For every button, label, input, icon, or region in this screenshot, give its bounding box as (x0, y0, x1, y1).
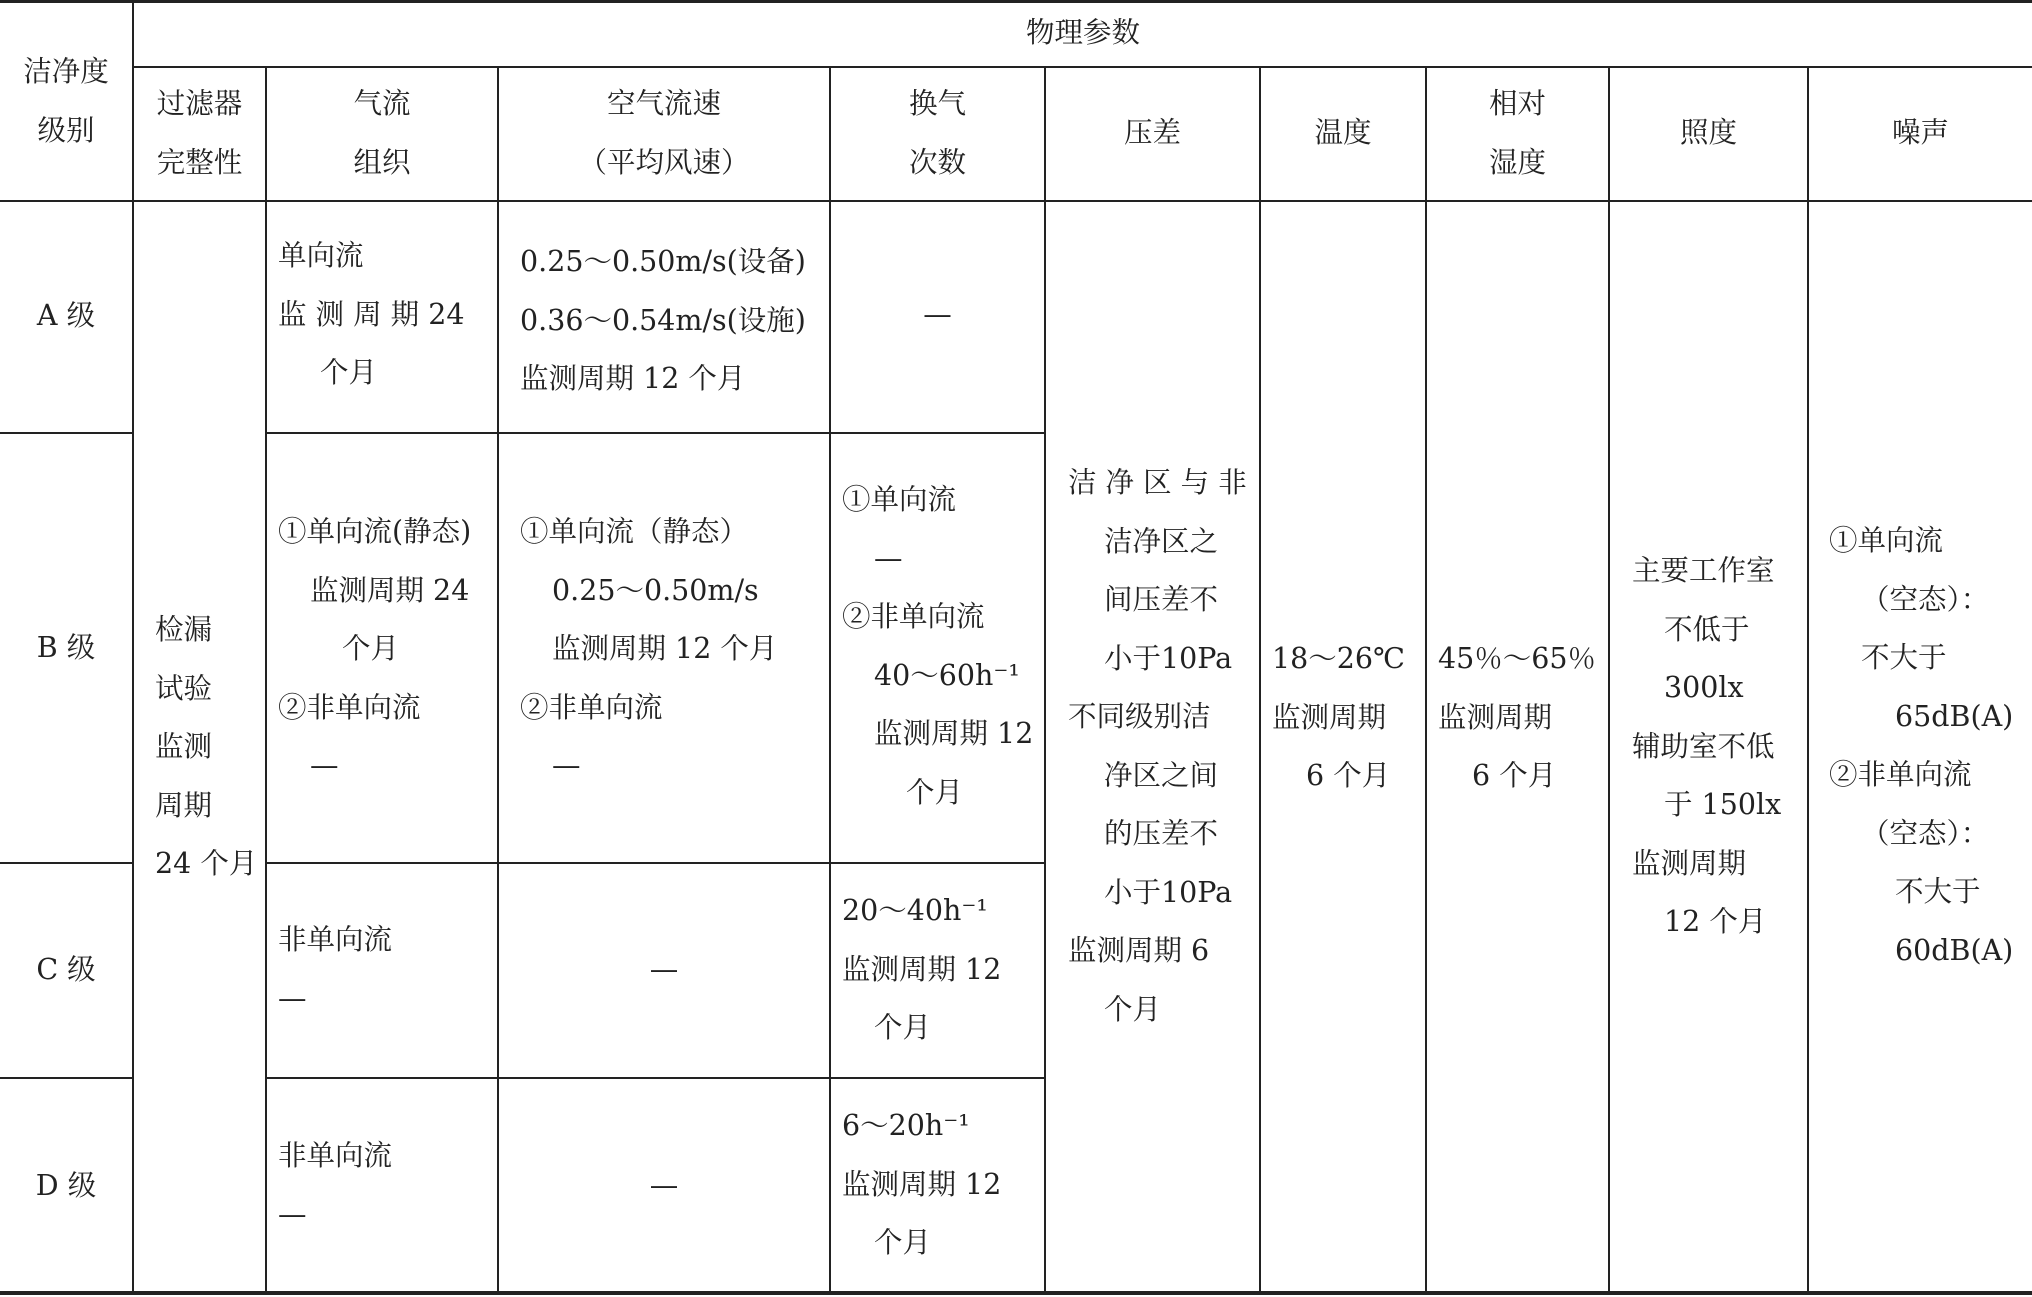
header-noise: 噪声 (1891, 116, 1949, 149)
grade-c: C 级 (36, 953, 96, 986)
row-b-air-changes: ①单向流 — ②非单向流 40～60h⁻¹ 监测周期 12 个月 (842, 483, 1034, 809)
row-d-airflow: 非单向流 — (278, 1139, 393, 1231)
header-illuminance: 照度 (1679, 116, 1737, 149)
rule-bottom (0, 1291, 2032, 1295)
rule-row-a-b-params (265, 432, 1046, 434)
rule-col-illuminance (1807, 66, 1809, 1295)
header-velocity: 空气流速 （平均风速） (578, 87, 750, 179)
row-b-airflow: ①单向流(静态) 监测周期 24 个月 ②非单向流 — (278, 515, 472, 782)
rule-col-grade (132, 0, 134, 1295)
rule-top (0, 0, 2032, 3)
row-c-velocity: — (649, 953, 679, 986)
rule-below-physical-params (133, 66, 2032, 68)
header-air-changes: 换气 次数 (908, 87, 966, 179)
rule-header-bottom (0, 200, 2032, 202)
rule-col-filter (265, 66, 267, 1295)
rule-row-a-b-grade (0, 432, 133, 434)
grade-d: D 级 (35, 1169, 97, 1202)
temperature-cell: 18～26℃ 监测周期 6 个月 (1272, 642, 1405, 792)
illuminance-cell: 主要工作室 不低于 300lx 辅助室不低 于 150lx 监测周期 12 个月 (1632, 554, 1782, 938)
rule-col-humidity (1608, 66, 1610, 1295)
row-d-air-changes: 6～20h⁻¹ 监测周期 12 个月 (842, 1109, 1002, 1259)
grade-b: B 级 (36, 631, 96, 664)
row-a-velocity: 0.25～0.50m/s(设备) 0.36～0.54m/s(设施) 监测周期 12 个月 (520, 245, 806, 395)
rule-row-c-d-grade (0, 1077, 133, 1079)
row-d-velocity: — (649, 1169, 679, 1202)
row-c-air-changes: 20～40h⁻¹ 监测周期 12 个月 (842, 894, 1002, 1044)
header-filter: 过滤器 完整性 (156, 87, 243, 179)
rule-row-c-d-params (265, 1077, 1046, 1079)
rule-col-air-changes (1044, 66, 1046, 1295)
row-a-air-changes: — (923, 298, 952, 331)
header-temperature: 温度 (1314, 116, 1372, 149)
row-b-velocity: ①单向流（静态） 0.25～0.50m/s 监测周期 12 个月 ②非单向流 — (520, 515, 778, 782)
rule-col-velocity (829, 66, 831, 1295)
humidity-cell: 45％～65％ 监测周期 6 个月 (1438, 642, 1597, 792)
rule-col-temperature (1425, 66, 1427, 1295)
rule-row-b-c-params (265, 862, 1046, 864)
row-c-airflow: 非单向流 — (278, 923, 393, 1015)
rule-col-airflow (497, 66, 499, 1295)
header-physical-params: 物理参数 (1025, 16, 1140, 49)
header-grade: 洁净度 级别 (23, 55, 109, 147)
filter-cell: 检漏 试验 监测 周期 24 个月 (155, 613, 258, 880)
rule-col-pressure (1259, 66, 1261, 1295)
header-airflow: 气流 组织 (353, 87, 411, 179)
rule-row-b-c-grade (0, 862, 133, 864)
grade-a: A 级 (36, 299, 96, 332)
header-humidity: 相对 湿度 (1488, 87, 1546, 179)
noise-cell: ①单向流 （空态）： 不大于 65dB(A) ②非单向流 （空态）： 不大于 60dB(A) (1829, 524, 2014, 967)
row-a-airflow: 单向流 监 测 周 期 24 个月 (278, 239, 465, 389)
header-pressure: 压差 (1123, 116, 1181, 149)
pressure-cell: 洁 净 区 与 非 洁净区之 间压差不 小于10Pa 不同级别洁 净区之间 的压差不 小于10Pa 监测周期 6 个月 (1068, 466, 1247, 1026)
